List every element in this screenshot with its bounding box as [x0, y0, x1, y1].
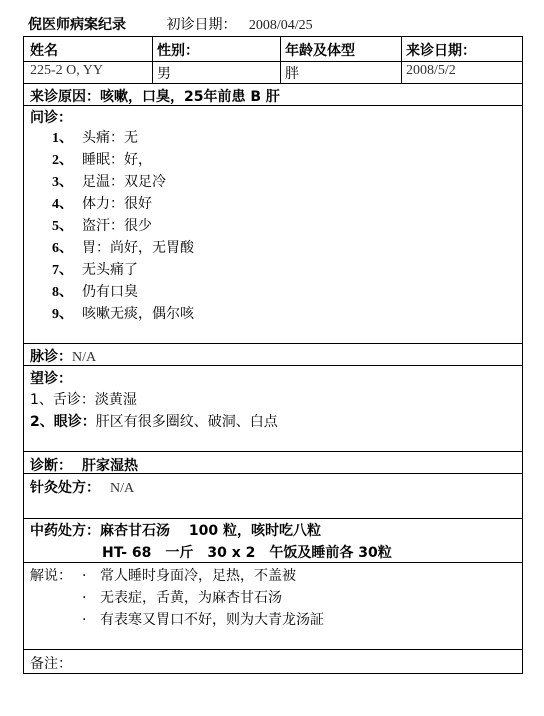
visit-reason: 来诊原因：咳嗽，口臭，25年前患 B 肝	[30, 89, 280, 105]
pulse-label: 脉诊：	[30, 349, 72, 365]
acupuncture-value: N/A	[110, 481, 135, 496]
item-text: 无头痛了	[82, 262, 138, 278]
list-item	[52, 149, 194, 171]
item-number: 2、	[52, 153, 73, 168]
eye-value: 肝区有很多圈纹、破洞、白点	[95, 414, 278, 430]
acupuncture-row	[30, 477, 134, 497]
observation-label: 望诊：	[30, 371, 72, 387]
record-table	[23, 36, 523, 674]
explanation-item	[82, 587, 282, 607]
item-text: 头痛：无	[82, 130, 138, 146]
divider	[24, 451, 522, 452]
item-number: 8、	[52, 285, 73, 300]
diagnosis-row	[30, 455, 138, 475]
list-item	[52, 281, 194, 303]
list-item	[52, 259, 194, 281]
divider	[24, 61, 522, 62]
inquiry-list	[52, 127, 194, 325]
explanation-item	[82, 565, 296, 585]
notes-label: 备注：	[30, 656, 72, 672]
eye-diagnosis-row	[30, 411, 278, 431]
explanation-text: 有表寒又胃口不好，则为大青龙汤証	[100, 612, 324, 628]
list-item	[52, 237, 194, 259]
bullet-icon: ·	[82, 568, 87, 584]
item-number: 3、	[52, 175, 73, 190]
item-text: 咳嗽无痰，偶尔咳	[82, 306, 194, 322]
divider	[24, 649, 522, 650]
eye-label: 眼诊：	[53, 414, 96, 430]
item-number: 7、	[52, 263, 73, 278]
diagnosis-label: 诊断：	[30, 458, 72, 474]
visit-date-label: 来诊日期：	[406, 43, 476, 59]
tongue-diagnosis: 1、舌诊：淡黄湿	[30, 392, 137, 408]
item-number: 1、	[52, 131, 73, 146]
record-title: 倪医师病案纪录	[28, 17, 126, 33]
divider	[24, 83, 522, 84]
body-type-value: 胖	[285, 66, 299, 82]
column-divider	[401, 37, 402, 83]
record-header	[28, 14, 313, 34]
bullet-icon: ·	[82, 612, 87, 628]
item-number: 4、	[52, 197, 73, 212]
gender-label: 性别：	[157, 43, 199, 59]
name-value: 225-2 O, YY	[30, 63, 103, 78]
divider	[24, 518, 522, 519]
explanation-text: 常人睡时身面冷，足热，不盖被	[100, 568, 296, 584]
list-item	[52, 171, 194, 193]
item-text: 睡眠：好，	[82, 152, 152, 168]
gender-value: 男	[157, 66, 171, 82]
item-text: 体力：很好	[82, 196, 152, 212]
item-text: 胃：尚好，无胃酸	[82, 240, 194, 256]
inquiry-label: 问诊：	[30, 110, 72, 126]
first-visit-date: 2008/04/25	[248, 18, 313, 33]
pulse-row	[30, 346, 96, 366]
diagnosis-value: 肝家湿热	[82, 458, 138, 474]
list-item	[52, 127, 194, 149]
list-item	[52, 215, 194, 237]
visit-date-value: 2008/5/2	[406, 63, 456, 78]
divider	[24, 562, 522, 563]
list-item	[52, 303, 194, 325]
explanation-text: 无表症，舌黄，为麻杏甘石汤	[100, 590, 282, 606]
explanation-item	[82, 609, 324, 629]
bullet-icon: ·	[82, 590, 87, 606]
item-text: 足温：双足冷	[82, 174, 166, 190]
item-number: 5、	[52, 219, 73, 234]
item-number: 9、	[52, 307, 73, 322]
column-divider	[152, 37, 153, 83]
herbal-prescription-line2: HT- 68 一斤 30 x 2 午饭及睡前各 30粒	[102, 545, 392, 561]
age-body-label: 年龄及体型	[285, 43, 355, 59]
explanation-label: 解说：	[30, 568, 72, 584]
item-text: 仍有口臭	[82, 284, 138, 300]
pulse-value: N/A	[72, 350, 97, 365]
eye-number: 2、	[30, 414, 54, 430]
divider	[24, 365, 522, 366]
item-number: 6、	[52, 241, 73, 256]
item-text: 盗汗：很少	[82, 218, 152, 234]
name-label: 姓名	[30, 43, 58, 59]
first-visit-label: 初诊日期：	[166, 17, 237, 33]
divider	[24, 343, 522, 344]
list-item	[52, 193, 194, 215]
acupuncture-label: 针灸处方：	[30, 480, 100, 496]
herbal-prescription-line1: 中药处方：麻杏甘石汤 100 粒，咳时吃八粒	[30, 523, 321, 539]
column-divider	[280, 37, 281, 83]
